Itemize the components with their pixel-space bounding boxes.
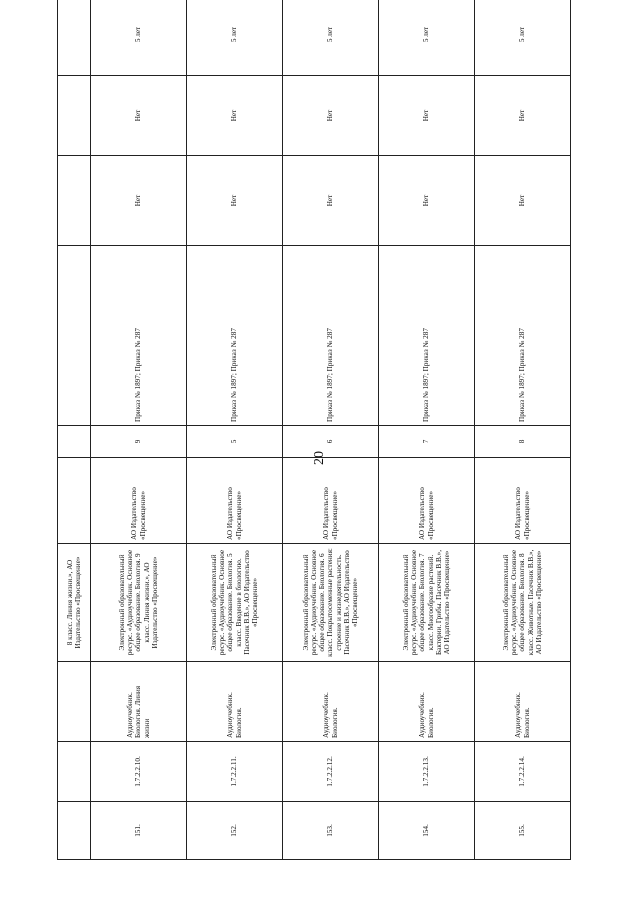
cell-code: 1.7.2.2.11. — [187, 742, 283, 802]
cell-col-a: Нет — [379, 156, 475, 246]
cell-code: 1.7.2.2.12. — [283, 742, 379, 802]
cell-name — [58, 662, 91, 742]
rotated-table-container — [57, 26, 567, 860]
table-row — [187, 0, 283, 860]
cell-index: 5 — [187, 426, 283, 458]
cell-code: 1.7.2.2.14. — [475, 742, 571, 802]
cell-index: 7 — [379, 426, 475, 458]
cell-num: 151. — [91, 802, 187, 860]
cell-col-b: Нет — [379, 76, 475, 156]
cell-order: Приказ № 1897; Приказ № 287 — [187, 246, 283, 426]
cell-description: Электронный образовательный ресурс. «Аудиоучебник. Основное общее образование. Биология. 6 класс. Покрытосеменные растения: строение и жизнедеятельность. Пасечник В.В.», АО Издательство «Просвещение» — [283, 544, 379, 662]
table-row — [379, 0, 475, 860]
cell-code: 1.7.2.2.10. — [91, 742, 187, 802]
cell-num: 155. — [475, 802, 571, 860]
table-row — [91, 0, 187, 860]
cell-order: Приказ № 1897; Приказ № 287 — [379, 246, 475, 426]
cell-term: 5 лет — [187, 0, 283, 76]
cell-order: Приказ № 1897; Приказ № 287 — [475, 246, 571, 426]
cell-num: 154. — [379, 802, 475, 860]
cell-name: Аудиоучебник. Биология. — [283, 662, 379, 742]
cell-publisher: АО Издательство «Просвещение» — [91, 458, 187, 544]
cell-col-b: Нет — [283, 76, 379, 156]
document-table — [57, 0, 571, 860]
page-number: 20 — [312, 451, 327, 465]
cell-description: Электронный образовательный ресурс. «Аудиоучебник. Основное общее образование. Биология. 5 класс. Введение в биологию. Пасечник В.В.», АО Издательство «Просвещение» — [187, 544, 283, 662]
cell-name: Аудиоучебник. Биология. — [379, 662, 475, 742]
table-row — [475, 0, 571, 860]
cell-name: Аудиоучебник. Биология. Линия жизни — [91, 662, 187, 742]
cell-term: 5 лет — [283, 0, 379, 76]
cell-col-a — [58, 156, 91, 246]
cell-description: Электронный образовательный ресурс. «Аудиоучебник. Основное общее образование. Биология. 9 класс. Линия жизни.», АО Издательство «Просвещение» — [91, 544, 187, 662]
cell-publisher: АО Издательство «Просвещение» — [379, 458, 475, 544]
cell-col-a: Нет — [475, 156, 571, 246]
cell-col-a: Нет — [91, 156, 187, 246]
cell-col-b: Нет — [475, 76, 571, 156]
cell-idx — [58, 426, 91, 458]
cell-publisher: АО Издательство «Просвещение» — [475, 458, 571, 544]
cell-term: 5 лет — [379, 0, 475, 76]
cell-name: Аудиоучебник. Биология. — [475, 662, 571, 742]
cell-index: 9 — [91, 426, 187, 458]
cell-order — [58, 246, 91, 426]
cell-index: 8 — [475, 426, 571, 458]
cell-code: 1.7.2.2.13. — [379, 742, 475, 802]
continuation-row — [58, 0, 91, 860]
cell-term: 5 лет — [91, 0, 187, 76]
cell-order: Приказ № 1897; Приказ № 287 — [91, 246, 187, 426]
cell-description: Электронный образовательный ресурс. «Аудиоучебник. Основное общее образование. Биология. 7 класс. Многообразие растений. Бактерии. Грибы. Пасечник В.В.», АО Издательство «Просвещение» — [379, 544, 475, 662]
cell-publisher: АО Издательство «Просвещение» — [283, 458, 379, 544]
cell-num: 153. — [283, 802, 379, 860]
cell-col-b: Нет — [91, 76, 187, 156]
cell-code — [58, 742, 91, 802]
cell-publisher — [58, 458, 91, 544]
cell-term — [58, 0, 91, 76]
cell-name: Аудиоучебник. Биология. — [187, 662, 283, 742]
cell-num: 152. — [187, 802, 283, 860]
cell-num — [58, 802, 91, 860]
cell-publisher: АО Издательство «Просвещение» — [187, 458, 283, 544]
cell-col-b: Нет — [187, 76, 283, 156]
cell-index: 6 — [283, 426, 379, 458]
cell-col-a: Нет — [187, 156, 283, 246]
cell-order: Приказ № 1897; Приказ № 287 — [283, 246, 379, 426]
cell-description: Электронный образовательный ресурс. «Аудиоучебник. Основное общее образование. Биология. 8 класс. Животные. Пасечник В.В.», АО Издательство «Просвещение» — [475, 544, 571, 662]
cell-col-b — [58, 76, 91, 156]
cell-term: 5 лет — [475, 0, 571, 76]
table-row — [283, 0, 379, 860]
cell-col-a: Нет — [283, 156, 379, 246]
cell-continued-description: 8 класс. Линия жизни.», АО Издательство «Просвещение» — [58, 544, 91, 662]
